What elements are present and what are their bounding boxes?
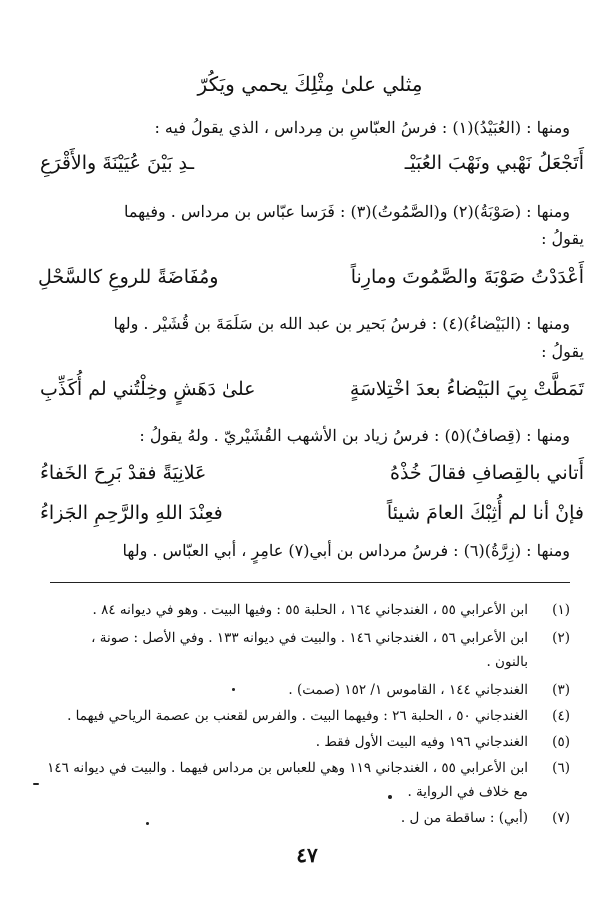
footnote-6-text-cont: مع خلاف في الرواية . bbox=[407, 784, 528, 800]
footnote-5-number: (٥) bbox=[552, 734, 570, 750]
prose-line-ubayd: ومنها : (العُبَيْدُ)(١) : فرسُ العبّاسِ بن مِرداس ، الذي يقولُ فيه : bbox=[154, 118, 570, 137]
footnote-4-number: (٤) bbox=[552, 708, 570, 724]
verse-4-second-hemistich: عَلانِيَةً فقدْ بَرِحَ الخَفاءُ bbox=[40, 462, 207, 484]
prose-line-qisaf: ومنها : (قِصافٌ)(٥) : فرسُ زياد بن الأشهب القُشَيْريّ . ولهُ يقولُ : bbox=[139, 426, 570, 445]
footnote-7-number: (٧) bbox=[552, 810, 570, 826]
verse-1-second-hemistich: ـدِ بَيْنَ عُيَيْنَةَ والأَقْرَعِ bbox=[40, 152, 195, 174]
footnote-6-text: ابن الأعرابي ٥٥ ، الغندجاني ١١٩ وهي للعباس بن مرداس فيهما . والبيت في ديوانه ١٤٦ bbox=[47, 760, 528, 776]
prose-line-zirra: ومنها : (زِرَّةُ)(٦) : فرسُ مرداس بن أبي(٧) عامِرٍ ، أبي العبّاس . ولها bbox=[122, 541, 570, 560]
verse-4-first-hemistich: أَتاني بالقِصافِ فقالَ خُذْهُ bbox=[390, 462, 584, 484]
footnote-2-number: (٢) bbox=[552, 630, 570, 646]
prose-line-baydaa-cont: يقولُ : bbox=[541, 342, 584, 361]
footnote-3-number: (٣) bbox=[552, 682, 570, 698]
verse-3-second-hemistich: علىٰ دَهَشٍ وخِلْتُني لم أُكَذِّبِ bbox=[40, 378, 256, 400]
print-speck bbox=[232, 688, 235, 691]
footnote-6-number: (٦) bbox=[552, 760, 570, 776]
prose-line-baydaa: ومنها : (البَيْضاءُ)(٤) : فرسُ بَحير بن عبد الله بن سَلَمَةَ بن قُشَيْر . ولها bbox=[113, 314, 570, 333]
footnote-divider bbox=[50, 582, 570, 583]
print-speck bbox=[33, 783, 39, 785]
verse-1-first-hemistich: أَتَجْعَلُ نَهْبي ونَهْبَ العُبَيْـ bbox=[404, 152, 584, 174]
footnote-7-text: (أبي) : ساقطة من ل . bbox=[400, 810, 528, 826]
footnote-2-text: ابن الأعرابي ٥٦ ، الغندجاني ١٤٦ . والبيت في ديوانه ١٣٣ . وفي الأصل : صونة ، bbox=[91, 630, 528, 646]
verse-line-opening: مِثلي علىٰ مِثْلِكَ يحمي ويَكُرّ bbox=[197, 72, 423, 96]
verse-5-first-hemistich: فإنْ أنا لم أُثِبْكَ العامَ شيئاً bbox=[386, 502, 584, 524]
prose-line-sawba: ومنها : (صَوْبَةُ)(٢) و(الصَّمُوتُ)(٣) : فَرَسا عبّاس بن مرداس . وفيهما bbox=[124, 202, 570, 221]
footnote-2-text-cont: بالنون . bbox=[486, 654, 528, 670]
page-number: ٤٧ bbox=[296, 843, 318, 867]
verse-3-first-hemistich: تَمَطَّتْ بِيَ البَيْضاءُ بعدَ اخْتِلاسَةٍ bbox=[349, 378, 584, 400]
print-speck bbox=[146, 822, 149, 825]
footnote-1-text: ابن الأعرابي ٥٥ ، الغندجاني ١٦٤ ، الحلبة ٥٥ : وفيها البيت . وهو في ديوانه ٨٤ . bbox=[92, 602, 528, 618]
verse-2-first-hemistich: أَعْدَدْتُ صَوْبَةَ والصَّمُوتَ ومارِناً bbox=[350, 266, 584, 288]
print-speck bbox=[388, 795, 392, 799]
verse-2-second-hemistich: ومُفَاضَةً للروعِ كالسَّحْلِ bbox=[38, 266, 219, 288]
prose-line-sawba-cont: يقولُ : bbox=[541, 229, 584, 248]
footnote-4-text: الغندجاني ٥٠ ، الحلبة ٢٦ : وفيهما البيت . والفرس لقعنب بن عصمة الرياحي فيهما . bbox=[67, 708, 528, 724]
footnote-3-text: الغندجاني ١٤٤ ، القاموس ١/ ١٥٢ (صمت) . bbox=[288, 682, 528, 698]
verse-5-second-hemistich: فعِنْدَ اللهِ والرَّحِمِ الجَزاءُ bbox=[40, 502, 223, 524]
footnote-5-text: الغندجاني ١٩٦ وفيه البيت الأول فقط . bbox=[315, 734, 528, 750]
footnote-1-number: (١) bbox=[552, 602, 570, 618]
